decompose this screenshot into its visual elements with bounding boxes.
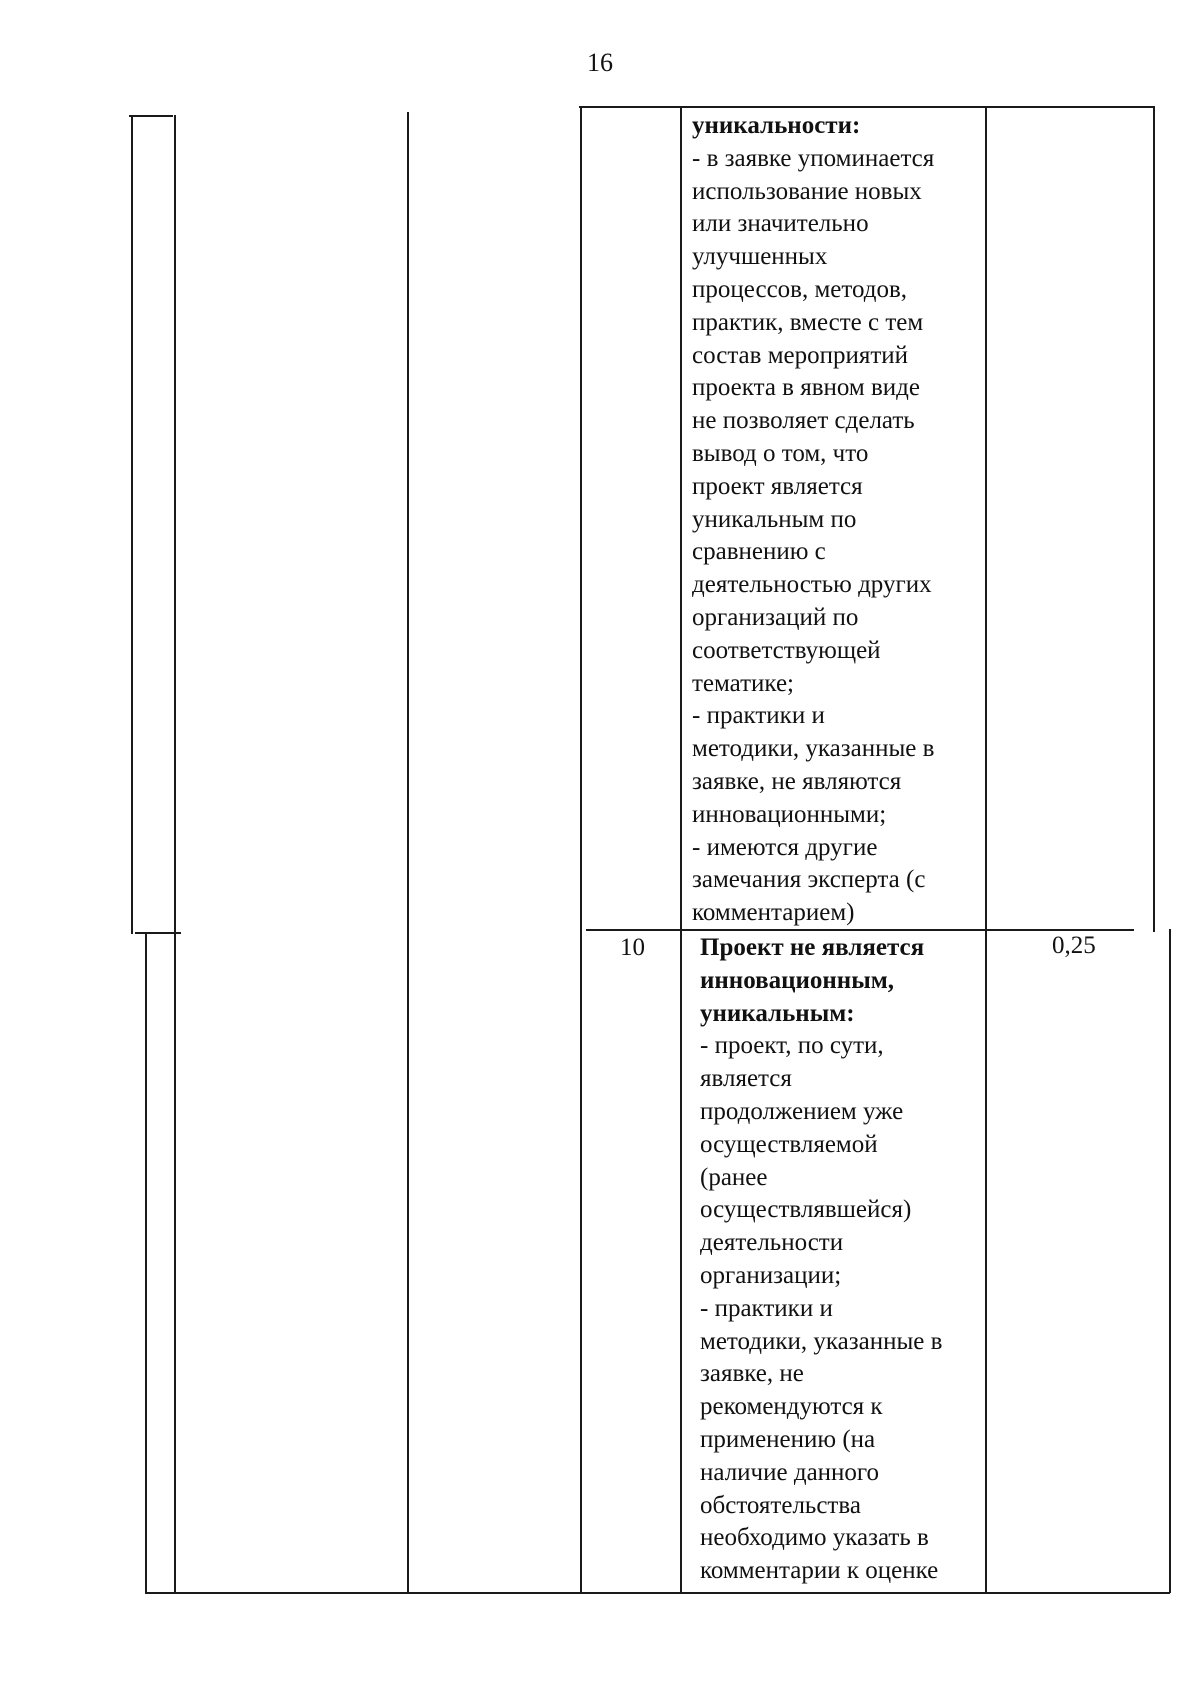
criteria-line: - практики и	[692, 702, 825, 730]
criteria-line: уникальным:	[700, 999, 855, 1027]
criteria-line: или значительно	[692, 210, 869, 238]
col-line-7	[1153, 106, 1155, 932]
criteria-line: - имеются другие	[692, 833, 878, 861]
criteria-line: вывод о том, что	[692, 439, 869, 467]
col-line-7b	[1169, 929, 1171, 1593]
col-line-2	[174, 115, 176, 1593]
criteria-line: инновационными;	[692, 800, 887, 828]
table-top-border-right	[579, 106, 1153, 108]
col-line-1	[131, 115, 133, 934]
criteria-line: обстоятельства	[700, 1491, 861, 1519]
col-line-1b	[145, 932, 147, 1593]
criteria-line: деятельности	[700, 1229, 844, 1257]
criteria-line: деятельностью других	[692, 571, 932, 599]
criteria-line: комментарии к оценке	[700, 1557, 939, 1585]
criteria-line: заявке, не являются	[692, 767, 902, 795]
table-bottom-border	[145, 1592, 1170, 1594]
criteria-line: комментарием)	[692, 899, 855, 927]
criteria-line: проект является	[692, 472, 863, 500]
col-line-5	[680, 106, 682, 1593]
page-number: 16	[587, 48, 613, 77]
row2-criteria-text	[700, 932, 942, 1588]
criteria-line: необходимо указать в	[700, 1524, 929, 1552]
criteria-line: практик, вместе с тем	[692, 308, 924, 336]
criteria-line: состав мероприятий	[692, 341, 909, 369]
criteria-line: уникальным по	[692, 505, 857, 533]
col-line-3	[407, 112, 409, 1593]
criteria-line: рекомендуются к	[700, 1393, 883, 1421]
criteria-line: не позволяет сделать	[692, 407, 915, 435]
criteria-line: заявке, не	[700, 1360, 804, 1388]
criteria-line: осуществлявшейся)	[700, 1196, 912, 1224]
criteria-line: инновационным,	[700, 966, 895, 994]
row2-score: 10	[620, 934, 645, 961]
criteria-line: тематике;	[692, 669, 794, 697]
col-line-6	[985, 106, 987, 1593]
criteria-line: осуществляемой	[700, 1130, 878, 1158]
criteria-line: организаций по	[692, 603, 859, 631]
criteria-line: использование новых	[692, 177, 922, 205]
criteria-line: наличие данного	[700, 1458, 880, 1486]
criteria-line: уникальности:	[692, 112, 861, 139]
criteria-line: - практики и	[700, 1294, 833, 1322]
criteria-line: сравнению с	[692, 538, 826, 566]
criteria-line: - в заявке упоминается	[692, 144, 935, 172]
criteria-line: применению (на	[700, 1425, 876, 1453]
criteria-line: - проект, по сути,	[700, 1032, 884, 1060]
criteria-line: организации;	[700, 1261, 842, 1289]
criteria-line: является	[700, 1065, 792, 1093]
row1-criteria-text	[692, 110, 934, 930]
criteria-line: соответствующей	[692, 636, 881, 664]
criteria-line: продолжением уже	[700, 1097, 904, 1125]
criteria-line: методики, указанные в	[700, 1327, 943, 1355]
criteria-line: улучшенных	[692, 243, 828, 271]
criteria-line: (ранее	[700, 1163, 768, 1191]
criteria-line: проекта в явном виде	[692, 374, 921, 402]
row2-coefficient: 0,25	[1052, 932, 1096, 959]
criteria-line: процессов, методов,	[692, 275, 908, 303]
col-line-4	[580, 106, 582, 1593]
criteria-line: методики, указанные в	[692, 735, 935, 763]
criteria-line: замечания эксперта (с	[692, 866, 926, 894]
criteria-line: Проект не является	[700, 934, 925, 961]
table-top-border-left	[129, 115, 173, 117]
